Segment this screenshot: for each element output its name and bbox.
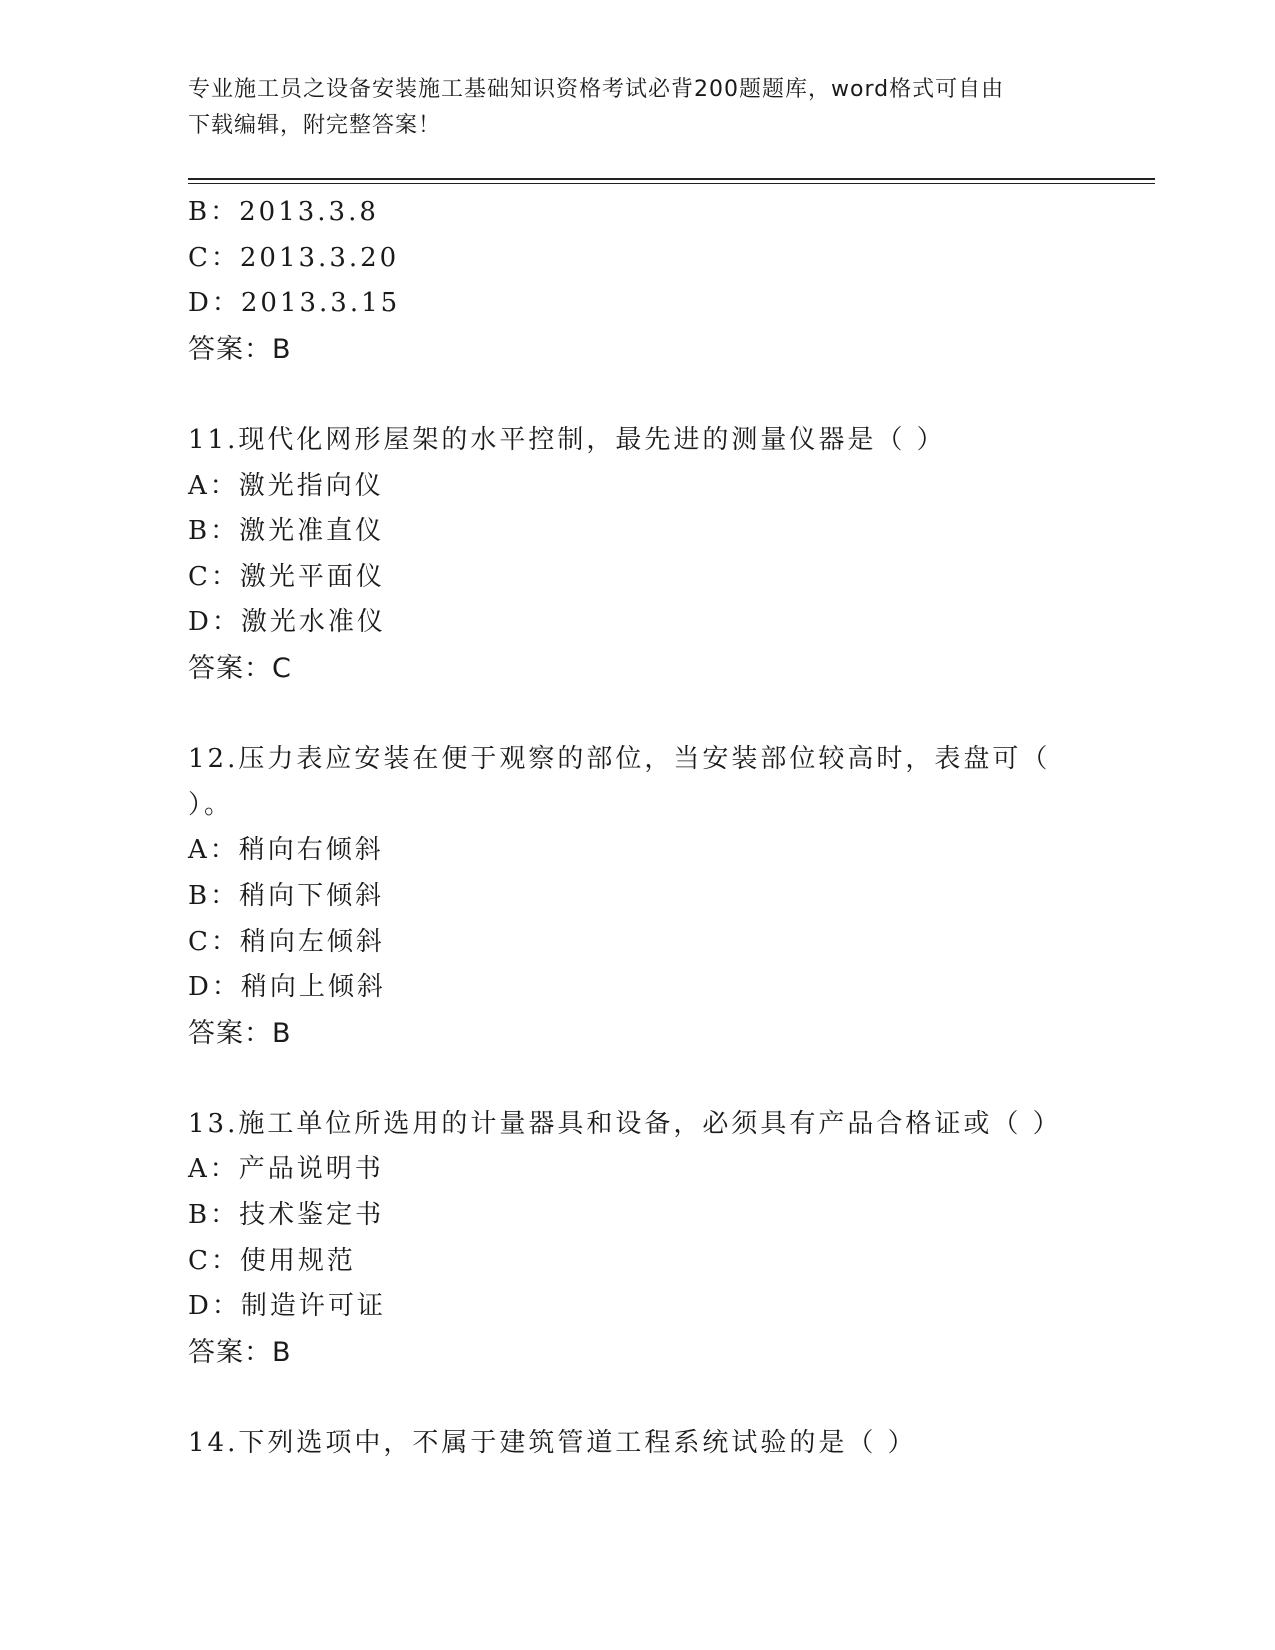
question-11 — [188, 418, 1068, 692]
option-d: D：激光水准仪 — [188, 607, 386, 638]
option-c: C：2013.3.20 — [188, 242, 400, 273]
document-header — [188, 72, 1068, 144]
option-b: B：2013.3.8 — [188, 197, 379, 227]
option-c: C：使用规范 — [188, 1245, 356, 1276]
question-13 — [188, 1102, 1068, 1376]
option-a: A：激光指向仪 — [188, 470, 384, 501]
option-b: B：激光准直仪 — [188, 516, 385, 547]
question-list — [188, 190, 1068, 1467]
question-title: 14.下列选项中，不属于建筑管道工程系统试验的是（ ） — [188, 1428, 917, 1459]
header-line-1: 专业施工员之设备安装施工基础知识资格考试必背200题题库，word格式可自由 — [188, 77, 1005, 102]
header-line-2: 下载编辑，附完整答案！ — [188, 113, 442, 138]
option-a: A：稍向右倾斜 — [188, 835, 384, 866]
option-d: D：制造许可证 — [188, 1291, 386, 1322]
answer-line: 答案：B — [188, 333, 292, 365]
option-d: D：2013.3.15 — [188, 288, 401, 319]
answer-line: 答案：B — [188, 1336, 292, 1368]
question-12 — [188, 737, 1068, 1056]
answer-line: 答案：B — [188, 1017, 292, 1049]
question-title-line-2: ）。 — [188, 789, 234, 820]
option-b: B：技术鉴定书 — [188, 1200, 385, 1231]
header-divider-top — [188, 178, 1155, 180]
question-14 — [188, 1421, 1068, 1467]
question-title: 11.现代化网形屋架的水平控制，最先进的测量仪器是（ ） — [188, 424, 946, 455]
option-c: C：激光平面仪 — [188, 561, 385, 592]
header-divider-bottom — [188, 183, 1155, 184]
option-c: C：稍向左倾斜 — [188, 926, 385, 957]
question-title-line-1: 12.压力表应安装在便于观察的部位，当安装部位较高时，表盘可（ — [188, 744, 1051, 775]
option-a: A：产品说明书 — [188, 1154, 384, 1185]
question-title: 13.施工单位所选用的计量器具和设备，必须具有产品合格证或（ ） — [188, 1108, 1062, 1139]
option-b: B：稍向下倾斜 — [188, 880, 385, 911]
option-d: D：稍向上倾斜 — [188, 972, 386, 1003]
answer-line: 答案：C — [188, 652, 292, 684]
question-10-continued — [188, 190, 1068, 372]
